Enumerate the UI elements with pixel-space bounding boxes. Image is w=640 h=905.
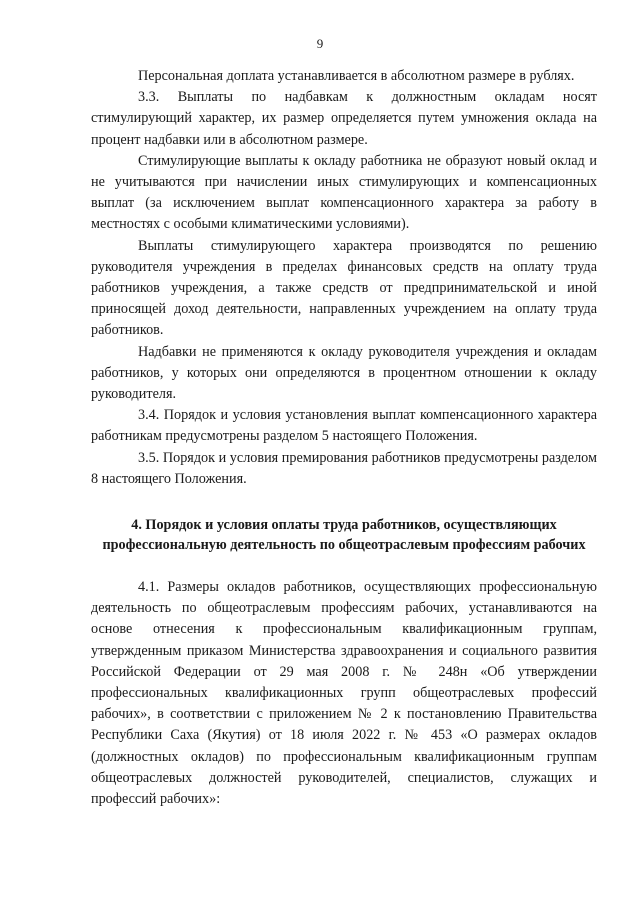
paragraph-stimulating-payments: Стимулирующие выплаты к окладу работника не образуют новый оклад и не учитываются при начислении иных стимулирующих и компенсационных выплат (за исключением выплат компенсационного характера за работу в местностях с особыми климатическими условиями). [91,152,597,233]
paragraph-bonus-exclusions: Надбавки не применяются к окладу руководителя учреждения и окладам работников, у которых они определяются в процентном отношении к окладу руководителя. [91,343,597,403]
document-body [91,66,597,810]
paragraph-4-1: 4.1. Размеры окладов работников, осуществляющих профессиональную деятельность по общеотраслевым профессиям рабочих, устанавливаются на основе отнесения к профессиональным квалификационным группам, утвержденным приказом Министерства здравоохранения и социального развития Российской Федерации от 29 мая 2008 г. № 248н «Об утверждении профессиональных квалификационных групп общеотраслевых профессий рабочих», в соответствии с приложением № 2 к постановлению Правительства Республики Саха (Якутия) от 18 июля 2022 г. № 453 «О размерах окладов (должностных окладов) по профессиональным квалификационным группам общеотраслевых должностей руководителей, специалистов, служащих и профессий рабочих»: [91,579,597,808]
paragraph-3-5: 3.5. Порядок и условия премирования работников предусмотрены разделом 8 настоящего Положения. [91,449,597,487]
paragraph-3-3: 3.3. Выплаты по надбавкам к должностным окладам носят стимулирующий характер, их размер определяется путем умножения оклада на процент надбавки или в абсолютном размере. [91,89,597,148]
paragraph-stimulating-decision: Выплаты стимулирующего характера производятся по решению руководителя учреждения в пределах финансовых средств на оплату труда работников учреждения, а также средств от предпринимательской и иной приносящей доход деятельности, направленных учреждением на оплату труда работников. [91,237,597,339]
paragraph-personal-bonus: Персональная доплата устанавливается в абсолютном размере в рублях. [138,68,575,84]
page-number: 9 [316,36,324,51]
section-4-heading: 4. Порядок и условия оплаты труда работников, осуществляющих профессиональную деятельность по общеотраслевым профессиям рабочих [102,517,586,553]
paragraph-3-4: 3.4. Порядок и условия установления выплат компенсационного характера работникам предусмотрены разделом 5 настоящего Положения. [91,407,597,445]
